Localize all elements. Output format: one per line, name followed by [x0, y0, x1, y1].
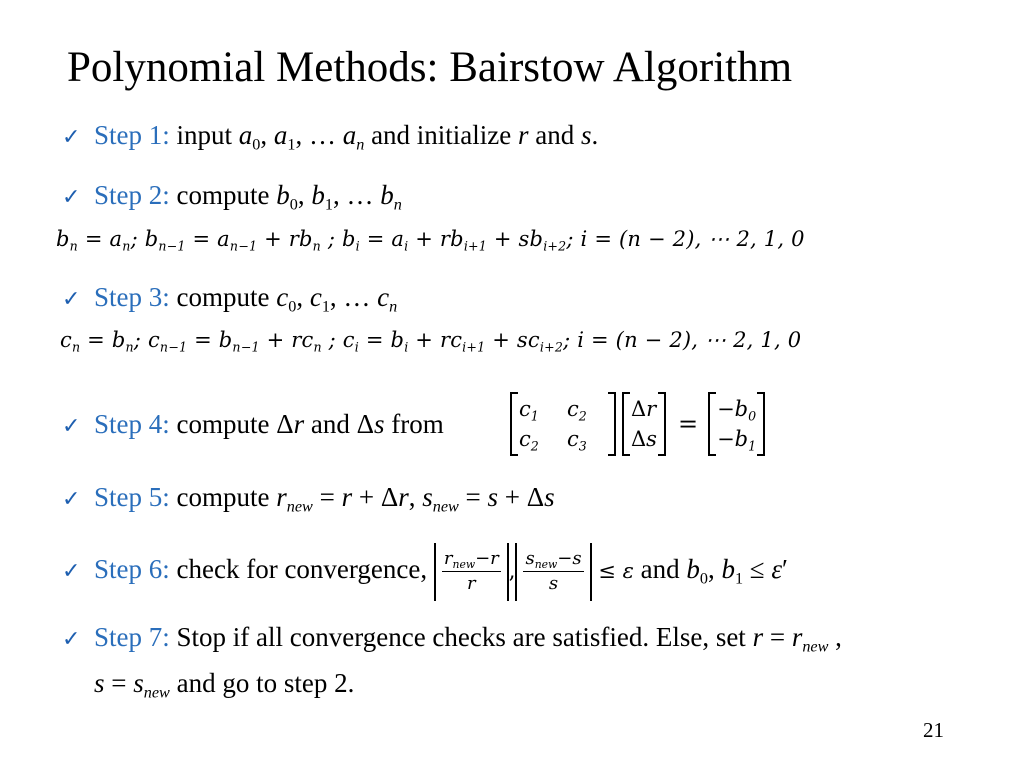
- step-1-text-c: and: [528, 120, 582, 150]
- checkmark-icon: ✓: [62, 414, 81, 439]
- step-1-end: .: [591, 120, 599, 150]
- delta-vector: Δr Δs: [622, 392, 666, 456]
- step-4-label: Step 4:: [94, 409, 170, 439]
- jacobian-matrix: $c_1$ $c_2$ $c_2$ $c_3$: [510, 392, 616, 456]
- matrix-equation: [510, 388, 771, 460]
- step-6-and: and: [633, 554, 687, 584]
- var-s: s: [581, 120, 592, 150]
- step-6: ✓ Step 6: check for convergence, $\frac{r_{new}-r}{r}$ , $\frac{s_{new}-s}{s}$ ≤ ε and $b_0$, $b_1 \le \varepsilon'$: [62, 540, 788, 601]
- step-1-label: Step 1:: [94, 120, 170, 150]
- step-4: [62, 407, 444, 444]
- equals-sign: =: [677, 410, 699, 438]
- checkmark-icon: ✓: [62, 627, 81, 652]
- c-recurrence-equation: $c_n = b_n$; $c_{n-1} = b_{n-1} + rc_n$ ; $c_i = b_i + rc_{i+1} + sc_{i+2}$; i = (n − 2), ⋯ 2, 1, 0: [60, 328, 802, 355]
- delta-symbol: Δ: [356, 409, 374, 439]
- checkmark-icon: ✓: [62, 185, 81, 210]
- step-7-text: Stop if all convergence checks are satisfied. Else, set: [176, 622, 753, 652]
- step-1-text-a: input: [176, 120, 239, 150]
- checkmark-icon: ✓: [62, 287, 81, 312]
- delta-symbol: Δ: [276, 409, 294, 439]
- page-number: 21: [923, 718, 944, 742]
- b-recurrence-equation: $b_n = a_n$; $b_{n-1} = a_{n-1} + rb_n$ ; $b_i = a_i + rb_{i+1} + sb_{i+2}$; i = (n − 2), ⋯ 2, 1, 0: [56, 227, 805, 254]
- step-4-from: from: [384, 409, 444, 439]
- step-4-and: and: [304, 409, 357, 439]
- step-5-text: compute: [176, 482, 277, 512]
- step-2-text: compute: [176, 180, 277, 210]
- step-2-label: Step 2:: [94, 180, 170, 210]
- step-1-text-b: and initialize: [364, 120, 519, 150]
- var-r: r: [293, 409, 305, 439]
- s-relative-change: $\frac{s_{new}-s}{s}$: [515, 543, 591, 601]
- step-1: ✓ Step 1: input $a_0$, $a_1$, … $a_n$ and initialize r and s.: [62, 120, 599, 154]
- step-6-text: check for convergence,: [176, 554, 434, 584]
- step-5-label: Step 5:: [94, 482, 170, 512]
- step-4-text: compute: [176, 409, 277, 439]
- step-7-line2-end: and go to step 2.: [169, 668, 355, 698]
- step-3: ✓ Step 3: compute $c_0$, $c_1$, … $c_n$: [62, 282, 398, 316]
- r-relative-change: $\frac{r_{new}-r}{r}$: [434, 543, 509, 601]
- step-2: ✓ Step 2: compute $b_0$, $b_1$, … $b_n$: [62, 180, 402, 214]
- step-7-label: Step 7:: [94, 622, 170, 652]
- slide-title: Polynomial Methods: Bairstow Algorithm: [67, 44, 793, 91]
- checkmark-icon: ✓: [62, 487, 81, 512]
- step-3-text: compute: [176, 282, 277, 312]
- step-6-label: Step 6:: [94, 554, 170, 584]
- step-7: ✓ Step 7: Stop if all convergence checks are satisfied. Else, set $r = r_{new}$ ,: [62, 622, 842, 656]
- var-r: r: [518, 120, 529, 150]
- step-3-label: Step 3:: [94, 282, 170, 312]
- checkmark-icon: ✓: [62, 559, 81, 584]
- checkmark-icon: ✓: [62, 125, 81, 150]
- rhs-vector: $-b_0$ $-b_1$: [708, 392, 765, 456]
- step-7-line-2: $s = s_{new}$ and go to step 2.: [94, 668, 355, 702]
- var-s: s: [374, 409, 385, 439]
- step-5: ✓ Step 5: compute $r_{new} = r + \Delta r$, $s_{new} = s + \Delta s$: [62, 482, 555, 516]
